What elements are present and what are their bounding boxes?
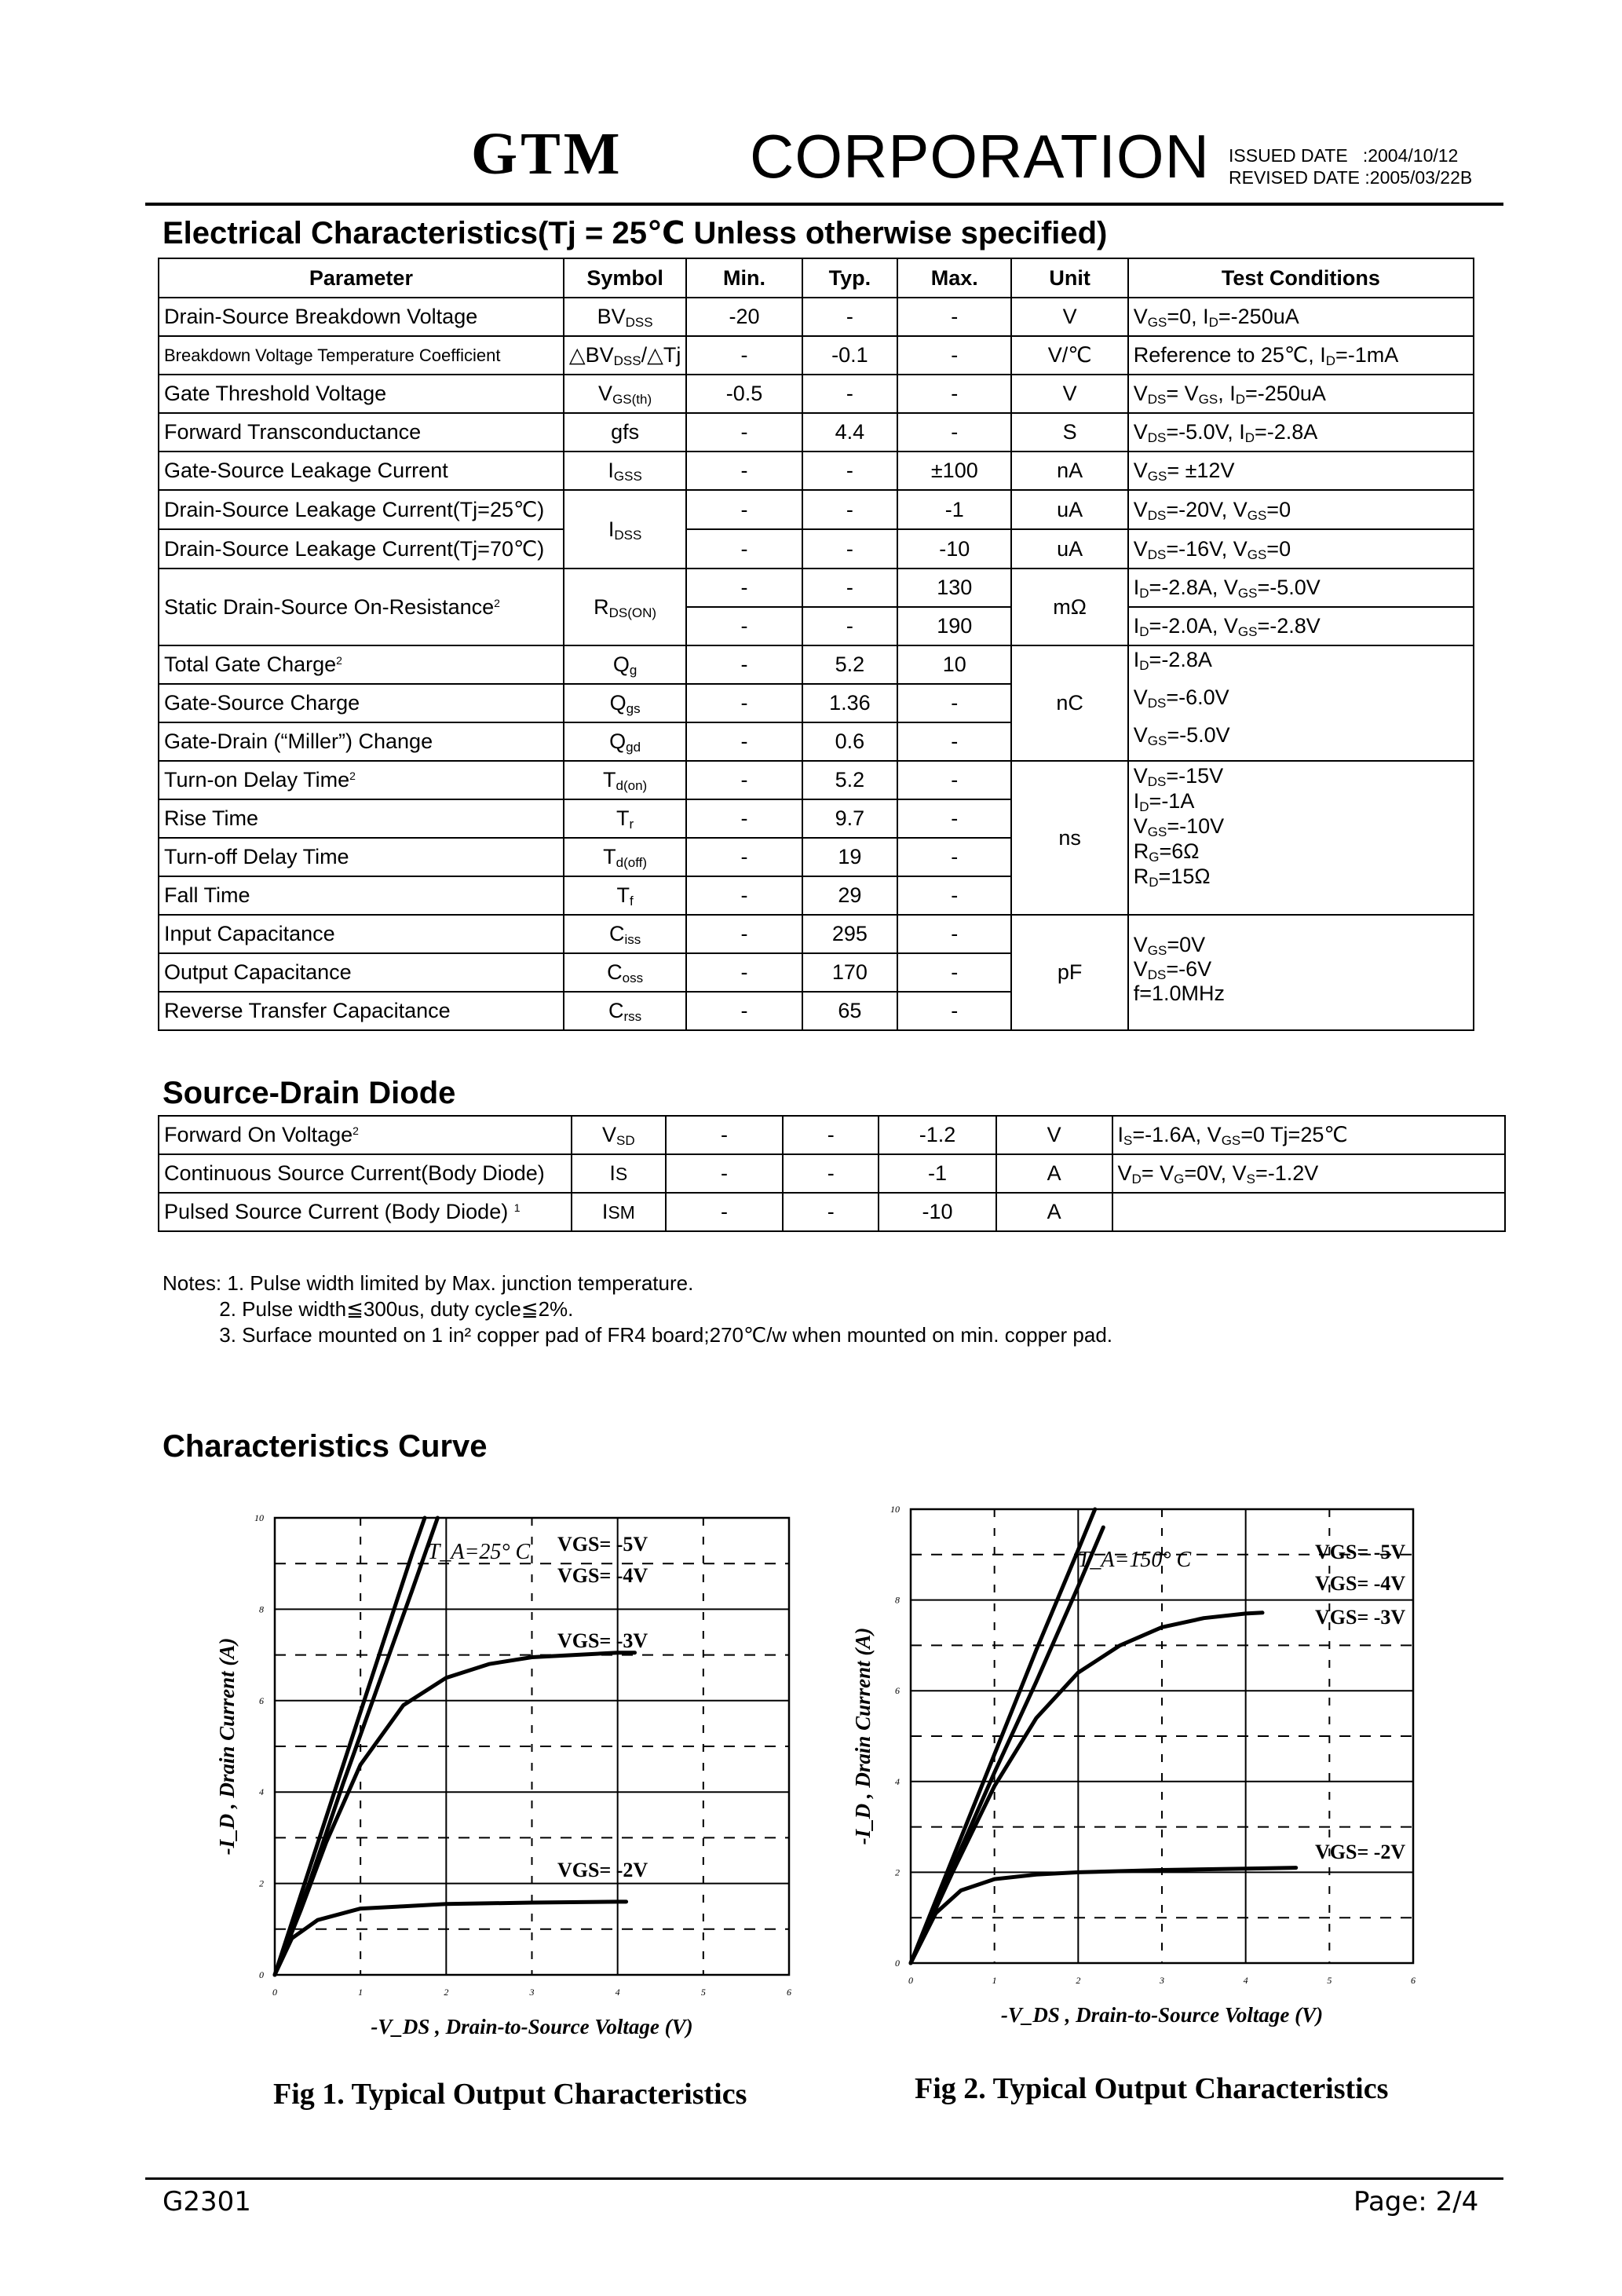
unit-cell: V bbox=[1011, 375, 1127, 413]
x-tick-label: 1 bbox=[992, 1975, 997, 1986]
typ-cell: 0.6 bbox=[802, 722, 898, 761]
table-row bbox=[159, 761, 1474, 799]
y-tick-label: 10 bbox=[254, 1512, 264, 1523]
series-line bbox=[911, 1868, 1296, 1963]
y-tick-label: 2 bbox=[259, 1877, 264, 1889]
y-tick-label: 4 bbox=[895, 1775, 900, 1787]
param-cell: Gate-Source Leakage Current bbox=[159, 452, 564, 490]
param-cell: Continuous Source Current(Body Diode) bbox=[159, 1154, 572, 1193]
y-axis-label: -I_D , Drain Current (A) bbox=[215, 1637, 239, 1855]
col-header: Typ. bbox=[802, 258, 898, 298]
x-tick-label: 6 bbox=[1411, 1975, 1416, 1986]
min-cell: -20 bbox=[686, 298, 802, 336]
max-cell: - bbox=[897, 684, 1011, 722]
table-row bbox=[159, 529, 1474, 569]
condition-cell: $V_{GS}=0$, $I_D=-250uA$ bbox=[1128, 298, 1474, 336]
col-header: Test Conditions bbox=[1128, 258, 1474, 298]
min-cell: - bbox=[686, 761, 802, 799]
typ-cell: - bbox=[783, 1193, 879, 1231]
symbol-cell: $T_f$ bbox=[564, 876, 687, 915]
typ-cell: 4.4 bbox=[802, 413, 898, 452]
header-rule bbox=[145, 203, 1503, 206]
typ-cell: 19 bbox=[802, 838, 898, 876]
unit-cell: pF bbox=[1011, 915, 1127, 1030]
col-header: Unit bbox=[1011, 258, 1127, 298]
param-cell: Output Capacitance bbox=[159, 953, 564, 992]
max-cell: - bbox=[897, 876, 1011, 915]
max-cell: - bbox=[897, 375, 1011, 413]
series-label: VGS= -4V bbox=[557, 1564, 648, 1587]
max-cell: - bbox=[897, 992, 1011, 1030]
max-cell: - bbox=[897, 953, 1011, 992]
table-row bbox=[159, 1193, 1505, 1231]
table-row bbox=[159, 490, 1474, 529]
condition-cell: $V_{DS}=-5.0V$, $I_D=-2.8A$ bbox=[1128, 413, 1474, 452]
min-cell: - bbox=[666, 1116, 784, 1154]
symbol-cell: $I_{GSS}$ bbox=[564, 452, 687, 490]
param-cell: Forward On Voltage$^2$ bbox=[159, 1116, 572, 1154]
company-name: CORPORATION bbox=[750, 122, 1210, 191]
unit-cell: V bbox=[1011, 298, 1127, 336]
unit-cell: ns bbox=[1011, 761, 1127, 915]
min-cell: - bbox=[686, 529, 802, 569]
unit-cell: uA bbox=[1011, 529, 1127, 569]
company-logo: GTM bbox=[471, 121, 623, 187]
param-cell: Total Gate Charge$^2$ bbox=[159, 645, 564, 684]
fig1-chart bbox=[188, 1500, 816, 2097]
table-row bbox=[159, 1116, 1505, 1154]
col-header: Min. bbox=[686, 258, 802, 298]
condition-cell: $V_{DS}=-20V$, $V_{GS}=0$ bbox=[1128, 490, 1474, 529]
symbol-cell: $C_{oss}$ bbox=[564, 953, 687, 992]
table-row bbox=[159, 298, 1474, 336]
param-cell: Static Drain-Source On-Resistance$^2$ bbox=[159, 569, 564, 645]
fig2-chart bbox=[844, 1500, 1472, 2097]
table-row bbox=[159, 452, 1474, 490]
param-cell: Turn-on Delay Time$^2$ bbox=[159, 761, 564, 799]
x-tick-label: 2 bbox=[1076, 1975, 1081, 1986]
page-number: Page: 2/4 bbox=[1353, 2186, 1479, 2217]
condition-cell: $I_D=-2.8A$, $V_{GS}=-5.0V$ bbox=[1128, 569, 1474, 607]
x-axis-label: -V_DS , Drain-to-Source Voltage (V) bbox=[371, 2015, 693, 2038]
condition-cell: $V_{GS}= \pm 12V$ bbox=[1128, 452, 1474, 490]
x-axis-label: -V_DS , Drain-to-Source Voltage (V) bbox=[1000, 2003, 1324, 2027]
condition-cell: $I_D=-2.8A$ $V_{DS}=-6.0V$ $V_{GS}=-5.0V$ bbox=[1128, 645, 1474, 761]
fig1-caption: Fig 1. Typical Output Characteristics bbox=[273, 2078, 747, 2111]
typ-cell: - bbox=[802, 490, 898, 529]
typ-cell: - bbox=[783, 1116, 879, 1154]
condition-cell: $I_S=-1.6A$, $V_{GS}=0$ Tj=25℃ bbox=[1112, 1116, 1505, 1154]
fig1-plot bbox=[188, 1500, 816, 2097]
diode-section-title: Source-Drain Diode bbox=[163, 1076, 456, 1110]
symbol-cell: IS bbox=[572, 1154, 666, 1193]
symbol-cell: $I_{DSS}$ bbox=[564, 490, 687, 569]
y-tick-label: 6 bbox=[895, 1685, 900, 1697]
revised-date: REVISED DATE :2005/03/22B bbox=[1229, 167, 1473, 188]
table-row bbox=[159, 375, 1474, 413]
fig2-caption: Fig 2. Typical Output Characteristics bbox=[915, 2072, 1389, 2105]
document-dates bbox=[1229, 144, 1472, 188]
typ-cell: -0.1 bbox=[802, 336, 898, 375]
x-tick-label: 5 bbox=[700, 1987, 706, 1998]
unit-cell: uA bbox=[1011, 490, 1127, 529]
min-cell: - bbox=[686, 336, 802, 375]
series-label: VGS= -5V bbox=[557, 1533, 648, 1556]
x-tick-label: 0 bbox=[272, 1987, 277, 1998]
typ-cell: 5.2 bbox=[802, 645, 898, 684]
series-line bbox=[911, 1613, 1262, 1963]
max-cell: 130 bbox=[897, 569, 1011, 607]
series-line bbox=[275, 1902, 627, 1975]
param-cell: Input Capacitance bbox=[159, 915, 564, 953]
min-cell: - bbox=[686, 799, 802, 838]
param-cell: Fall Time bbox=[159, 876, 564, 915]
typ-cell: 5.2 bbox=[802, 761, 898, 799]
symbol-cell: $BV_{DSS}$ bbox=[564, 298, 687, 336]
symbol-cell: ISM bbox=[572, 1193, 666, 1231]
y-tick-label: 2 bbox=[895, 1866, 900, 1878]
table-header-row bbox=[159, 258, 1474, 298]
issued-date: ISSUED DATE :2004/10/12 bbox=[1229, 145, 1459, 166]
unit-cell: A bbox=[996, 1154, 1112, 1193]
min-cell: - bbox=[686, 838, 802, 876]
y-tick-label: 8 bbox=[259, 1603, 264, 1615]
min-cell: - bbox=[686, 722, 802, 761]
y-tick-label: 0 bbox=[259, 1969, 264, 1980]
series-label: VGS= -2V bbox=[1315, 1841, 1406, 1863]
min-cell: -0.5 bbox=[686, 375, 802, 413]
condition-cell: $V_{GS}=0V$ $V_{DS}=-6V$ f=1.0MHz bbox=[1128, 915, 1474, 1030]
min-cell: - bbox=[686, 684, 802, 722]
y-tick-label: 10 bbox=[890, 1504, 900, 1515]
unit-cell: nA bbox=[1011, 452, 1127, 490]
condition-cell: $I_D=-2.0A$, $V_{GS}=-2.8V$ bbox=[1128, 607, 1474, 645]
min-cell: - bbox=[686, 490, 802, 529]
param-cell: Pulsed Source Current (Body Diode) $^1$ bbox=[159, 1193, 572, 1231]
table-row bbox=[159, 645, 1474, 684]
max-cell: - bbox=[897, 799, 1011, 838]
condition-cell: $V_{DS}= V_{GS}$, $I_D=-250uA$ bbox=[1128, 375, 1474, 413]
symbol-cell: $T_{d(off)}$ bbox=[564, 838, 687, 876]
max-cell: -10 bbox=[879, 1193, 996, 1231]
typ-cell: 295 bbox=[802, 915, 898, 953]
x-tick-label: 2 bbox=[444, 1987, 449, 1998]
max-cell: -10 bbox=[897, 529, 1011, 569]
max-cell: - bbox=[897, 722, 1011, 761]
footer-rule bbox=[145, 2177, 1503, 2180]
symbol-cell: $C_{iss}$ bbox=[564, 915, 687, 953]
col-header: Symbol bbox=[564, 258, 687, 298]
symbol-cell: $\triangle BV_{DSS}/\triangle Tj$ bbox=[564, 336, 687, 375]
symbol-cell: $R_{DS(ON)}$ bbox=[564, 569, 687, 645]
typ-cell: - bbox=[802, 375, 898, 413]
condition-cell: $V_{DS}=-15V$ $I_D=-1A$ $V_{GS}=-10V$ $R_G=6\Omega$ $R_D=15\Omega$ bbox=[1128, 761, 1474, 915]
y-tick-label: 6 bbox=[259, 1695, 264, 1706]
diode-table bbox=[158, 1115, 1506, 1232]
unit-cell: A bbox=[996, 1193, 1112, 1231]
param-cell: Drain-Source Breakdown Voltage bbox=[159, 298, 564, 336]
x-tick-label: 5 bbox=[1327, 1975, 1332, 1986]
symbol-cell: $V_{GS(th)}$ bbox=[564, 375, 687, 413]
notes: Notes: 1. Pulse width limited by Max. junction temperature. 2. Pulse width≦300us, duty cycle≦2%. 3. Surface mounted on 1 in² copper pad of FR4 board;270℃/w when mounted on min. copper pad. bbox=[163, 1271, 1113, 1347]
series-label: VGS= -3V bbox=[1315, 1606, 1406, 1629]
part-number: G2301 bbox=[163, 2186, 251, 2217]
typ-cell: - bbox=[802, 298, 898, 336]
symbol-cell: $Q_{gs}$ bbox=[564, 684, 687, 722]
condition-cell: $V_{DS}=-16V$, $V_{GS}=0$ bbox=[1128, 529, 1474, 569]
condition-cell: $V_D= V_G=0V$, $V_S=-1.2V$ bbox=[1112, 1154, 1505, 1193]
y-tick-label: 8 bbox=[895, 1594, 900, 1606]
min-cell: - bbox=[686, 876, 802, 915]
table-row bbox=[159, 1154, 1505, 1193]
table-row bbox=[159, 336, 1474, 375]
param-cell: Gate Threshold Voltage bbox=[159, 375, 564, 413]
min-cell: - bbox=[666, 1193, 784, 1231]
symbol-cell: $C_{rss}$ bbox=[564, 992, 687, 1030]
x-tick-label: 1 bbox=[358, 1987, 363, 1998]
param-cell: Forward Transconductance bbox=[159, 413, 564, 452]
symbol-cell: $V_{SD}$ bbox=[572, 1116, 666, 1154]
symbol-cell: $T_{d(on)}$ bbox=[564, 761, 687, 799]
series-label: VGS= -4V bbox=[1315, 1572, 1406, 1595]
max-cell: - bbox=[897, 336, 1011, 375]
param-cell: Gate-Source Charge bbox=[159, 684, 564, 722]
condition-cell: Reference to 25℃, $I_D=-1mA$ bbox=[1128, 336, 1474, 375]
typ-cell: 9.7 bbox=[802, 799, 898, 838]
param-cell: Drain-Source Leakage Current(Tj=70℃) bbox=[159, 529, 564, 569]
col-header: Parameter bbox=[159, 258, 564, 298]
unit-cell: V/℃ bbox=[1011, 336, 1127, 375]
y-tick-label: 4 bbox=[259, 1786, 264, 1798]
min-cell: - bbox=[666, 1154, 784, 1193]
x-tick-label: 6 bbox=[787, 1987, 791, 1998]
electrical-section-title: Electrical Characteristics(Tj = 25℃ Unless otherwise specified) bbox=[163, 216, 1108, 250]
electrical-table bbox=[158, 258, 1474, 1031]
typ-cell: - bbox=[802, 452, 898, 490]
min-cell: - bbox=[686, 992, 802, 1030]
param-cell: Rise Time bbox=[159, 799, 564, 838]
unit-cell: mΩ bbox=[1011, 569, 1127, 645]
typ-cell: - bbox=[783, 1154, 879, 1193]
max-cell: -1 bbox=[897, 490, 1011, 529]
max-cell: - bbox=[897, 298, 1011, 336]
condition-cell bbox=[1112, 1193, 1505, 1231]
typ-cell: 1.36 bbox=[802, 684, 898, 722]
y-axis-label: -I_D , Drain Current (A) bbox=[851, 1627, 875, 1845]
param-cell: Breakdown Voltage Temperature Coefficient bbox=[159, 336, 564, 375]
typ-cell: - bbox=[802, 529, 898, 569]
max-cell: -1.2 bbox=[879, 1116, 996, 1154]
fig2-plot bbox=[844, 1500, 1472, 2097]
symbol-cell: $T_r$ bbox=[564, 799, 687, 838]
min-cell: - bbox=[686, 607, 802, 645]
table-row bbox=[159, 915, 1474, 953]
series-label: VGS= -2V bbox=[557, 1859, 648, 1881]
typ-cell: 29 bbox=[802, 876, 898, 915]
min-cell: - bbox=[686, 452, 802, 490]
symbol-cell: $Q_{gd}$ bbox=[564, 722, 687, 761]
x-tick-label: 0 bbox=[908, 1975, 913, 1986]
typ-cell: 170 bbox=[802, 953, 898, 992]
min-cell: - bbox=[686, 569, 802, 607]
curves-section-title: Characteristics Curve bbox=[163, 1429, 488, 1464]
param-cell: Turn-off Delay Time bbox=[159, 838, 564, 876]
min-cell: - bbox=[686, 645, 802, 684]
condition-label: T_A=150° C bbox=[1077, 1548, 1192, 1572]
min-cell: - bbox=[686, 915, 802, 953]
max-cell: - bbox=[897, 761, 1011, 799]
y-tick-label: 0 bbox=[895, 1958, 900, 1969]
typ-cell: - bbox=[802, 607, 898, 645]
param-cell: Drain-Source Leakage Current(Tj=25℃) bbox=[159, 490, 564, 529]
typ-cell: 65 bbox=[802, 992, 898, 1030]
max-cell: - bbox=[897, 413, 1011, 452]
max-cell: 190 bbox=[897, 607, 1011, 645]
symbol-cell: $Q_g$ bbox=[564, 645, 687, 684]
series-label: VGS= -5V bbox=[1315, 1541, 1406, 1563]
min-cell: - bbox=[686, 953, 802, 992]
x-tick-label: 3 bbox=[529, 1987, 535, 1998]
param-cell: Gate-Drain (“Miller”) Change bbox=[159, 722, 564, 761]
x-tick-label: 3 bbox=[1160, 1975, 1164, 1986]
x-tick-label: 4 bbox=[1243, 1975, 1248, 1986]
max-cell: -1 bbox=[879, 1154, 996, 1193]
max-cell: - bbox=[897, 838, 1011, 876]
max-cell: 10 bbox=[897, 645, 1011, 684]
col-header: Max. bbox=[897, 258, 1011, 298]
param-cell: Reverse Transfer Capacitance bbox=[159, 992, 564, 1030]
table-row bbox=[159, 413, 1474, 452]
symbol-cell: gfs bbox=[564, 413, 687, 452]
unit-cell: V bbox=[996, 1116, 1112, 1154]
table-row bbox=[159, 569, 1474, 607]
condition-label: T_A=25° C bbox=[427, 1540, 531, 1564]
series-label: VGS= -3V bbox=[557, 1629, 648, 1652]
max-cell: - bbox=[897, 915, 1011, 953]
typ-cell: - bbox=[802, 569, 898, 607]
min-cell: - bbox=[686, 413, 802, 452]
unit-cell: nC bbox=[1011, 645, 1127, 761]
x-tick-label: 4 bbox=[615, 1987, 620, 1998]
max-cell: ±100 bbox=[897, 452, 1011, 490]
unit-cell: S bbox=[1011, 413, 1127, 452]
